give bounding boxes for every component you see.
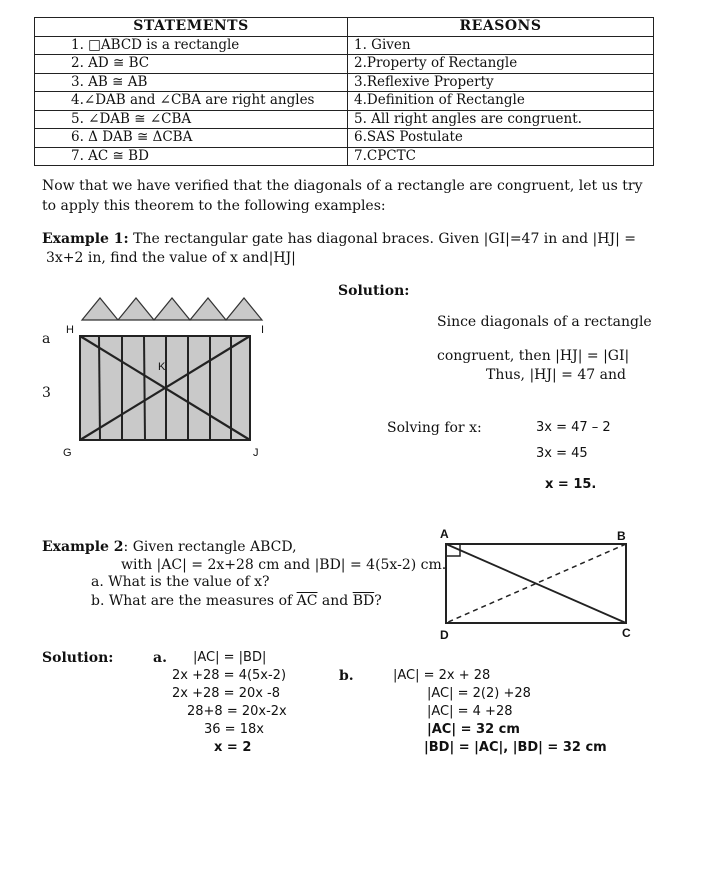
reason-cell: 6.SAS Postulate (348, 129, 654, 148)
example1-text-2: 3x+2 in, find the value of x and|HJ| (46, 250, 296, 266)
equation-3: x = 15. (545, 477, 597, 492)
reason-cell: 1. Given (348, 36, 654, 55)
table-row (35, 55, 654, 74)
header-statements: STATEMENTS (35, 18, 348, 37)
reason-cell: 7.CPCTC (348, 147, 654, 166)
solution-a-line: 2x +28 = 4(5x-2) (172, 668, 287, 683)
label-c: C (622, 626, 631, 640)
solution-a-line: 28+8 = 20x-2x (187, 704, 287, 719)
label-i: I (261, 324, 265, 336)
example2-line-1 (42, 539, 297, 555)
solution2-b-label: b. (339, 668, 354, 684)
solution-line-3: Thus, |HJ| = 47 and (486, 367, 626, 383)
side-label-a: a (42, 331, 51, 347)
question-b (91, 593, 382, 609)
statement-cell: 7. AC ≅ BD (35, 147, 348, 166)
reason-cell: 4.Definition of Rectangle (348, 92, 654, 111)
gate-figure (60, 290, 280, 465)
label-a: A (440, 527, 449, 541)
statement-cell: 6. Δ DAB ≅ ΔCBA (35, 129, 348, 148)
gate-top-spikes (82, 298, 262, 320)
header-reasons: REASONS (348, 18, 654, 37)
question-b-end: ? (374, 593, 382, 609)
proof-table (34, 17, 654, 166)
statement-cell: 1. □ABCD is a rectangle (35, 36, 348, 55)
table-row (35, 36, 654, 55)
reason-cell: 2.Property of Rectangle (348, 55, 654, 74)
solution-b-line: |AC| = 2x + 28 (393, 668, 491, 683)
solution-b-line: |BD| = |AC|, |BD| = 32 cm (424, 740, 607, 755)
solution-line-1: Since diagonals of a rectangle (437, 314, 652, 330)
table-header-row (35, 18, 654, 37)
statement-cell: 5. ∠DAB ≅ ∠CBA (35, 110, 348, 129)
solution2-label: Solution: (42, 650, 114, 666)
table-row (35, 147, 654, 166)
table-row (35, 73, 654, 92)
segment-bd: $\overline{BD}$ (352, 593, 375, 609)
question-a: a. What is the value of x? (91, 574, 270, 590)
solution-b-line: |AC| = 4 +28 (427, 704, 513, 719)
solving-label: Solving for x: (387, 420, 482, 436)
label-d: D (440, 628, 449, 642)
solution-a-line: |AC| = |BD| (193, 650, 267, 665)
segment-ac: $\overline{AC}$ (296, 593, 318, 609)
intro-line-1: Now that we have verified that the diagonals of a rectangle are congruent, let us try (42, 178, 643, 194)
solution-b-line: |AC| = 2(2) +28 (427, 686, 531, 701)
example2-text-1: : Given rectangle ABCD, (123, 539, 297, 555)
example1-solution-label: Solution: (338, 283, 410, 299)
rectangle-abcd-figure (432, 526, 642, 644)
example1-line-1 (42, 231, 636, 247)
table-row (35, 110, 654, 129)
label-b: B (617, 529, 626, 543)
solution-a-line: 2x +28 = 20x -8 (172, 686, 281, 701)
example1-label: Example 1: (42, 231, 129, 247)
equation-2: 3x = 45 (536, 446, 588, 461)
reason-cell: 3.Reflexive Property (348, 73, 654, 92)
table-row (35, 92, 654, 111)
statement-cell: 2. AD ≅ BC (35, 55, 348, 74)
example1-text-1: The rectangular gate has diagonal braces. Given |GI|=47 in and |HJ| = (128, 231, 636, 247)
label-h: H (66, 324, 74, 336)
side-label-3: 3 (42, 385, 51, 401)
label-k: K (158, 361, 166, 373)
label-j: J (253, 447, 259, 459)
statement-cell: 4.∠DAB and ∠CBA are right angles (35, 92, 348, 111)
solution-a-line: 36 = 18x (204, 722, 264, 737)
solution-b-line: |AC| = 32 cm (427, 722, 520, 737)
question-b-text: b. What are the measures of (91, 593, 297, 609)
statement-cell: 3. AB ≅ AB (35, 73, 348, 92)
label-g: G (63, 447, 72, 459)
reason-cell: 5. All right angles are congruent. (348, 110, 654, 129)
solution-line-2: congruent, then |HJ| = |GI| (437, 348, 630, 364)
equation-1: 3x = 47 – 2 (536, 420, 611, 435)
question-b-and: and (317, 593, 353, 609)
example2-label: Example 2 (42, 539, 124, 555)
solution-a-line: x = 2 (214, 740, 252, 755)
table-row (35, 129, 654, 148)
example2-text-2: with |AC| = 2x+28 cm and |BD| = 4(5x-2) cm. (121, 557, 447, 573)
intro-line-2: to apply this theorem to the following examples: (42, 198, 386, 214)
solution2-a-label: a. (153, 650, 167, 666)
